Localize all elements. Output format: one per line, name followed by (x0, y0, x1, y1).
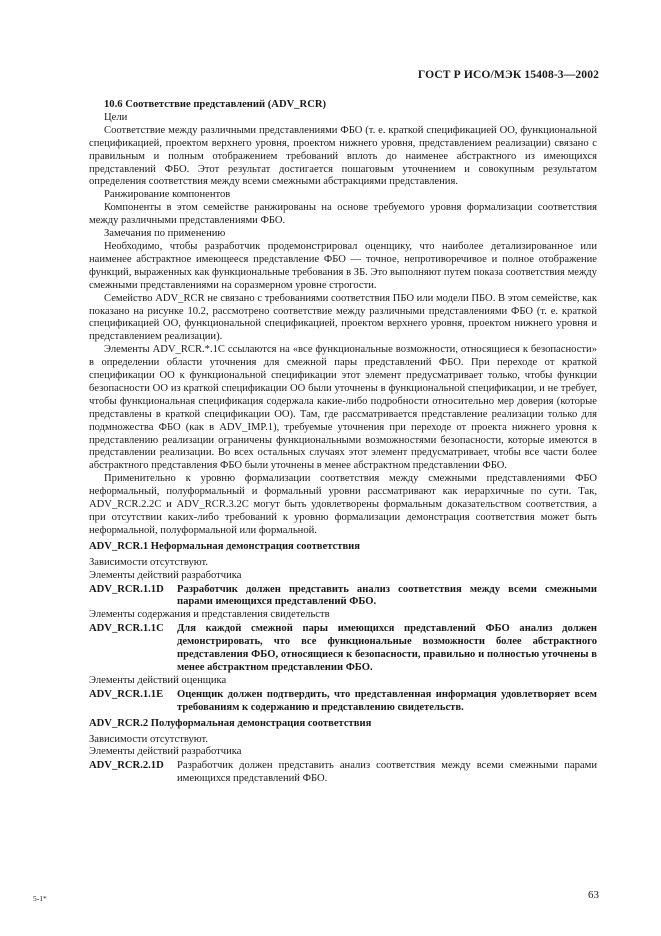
rcr2-dependencies: Зависимости отсутствуют. (89, 733, 209, 745)
element-code: ADV_RCR.1.1D (89, 583, 164, 595)
ranking-heading: Ранжирование компонентов (104, 189, 231, 201)
rcr1-evaluator-heading: Элементы действий оценщика (89, 674, 227, 686)
element-text: Разработчик должен представить анализ соответствия между всеми смежными парами имеющихся представлений ФБО. (177, 583, 597, 608)
rcr2-element-1d (89, 760, 597, 786)
rcr1-element-1e (89, 689, 597, 715)
rcr2-dev-actions-heading: Элементы действий разработчика (89, 746, 242, 758)
goals-heading: Цели (104, 111, 128, 123)
page-number: 63 (588, 889, 599, 901)
notes-paragraph: Элементы ADV_RCR.*.1C ссылаются на «все функциональные возможности, относящиеся к безопасности» в определении области уточнения для смежной пары представлений ФБО. При переходе от краткой спецификации ОО к функциональной спецификации этот элемент предусматривает только, чтобы функции безопасности ОО из краткой спецификации ОО были уточнены в функциональной спецификации, и не требует, чтобы функциональная спецификация содержала какие-либо подробности относительно мер доверия (которые представлены в краткой спецификации ОО). Там, где рассматривается представление реализации только для подмножества ФБО (как в ADV_IMP.1), требуемые уточнения при переходе от проекта нижнего уровня к представлению реализации ограничены функциональными возможностями безопасности, которые имеются в представлении реализации. Во всех остальных случаях этот элемент предусматривает, чтобы все части более абстрактного представления ФБО были уточнены в менее абстрактном представлении ФБО. (89, 344, 597, 472)
rcr1-element-1c (89, 623, 597, 675)
rcr2-title: ADV_RCR.2 Полуформальная демонстрация соответствия (89, 717, 372, 729)
notes-paragraph: Применительно к уровню формализации соответствия между смежными представлениями ФБО неформальный, полуформальный и формальный уровни рассматривают как иерархичные по сути. Так, ADV_RCR.2.2C и ADV_RCR.3.2C могут быть удовлетворены формальным доказательством соответствия, а при отсутствии каких-либо требований к уровню формализации демонстрация соответствия может быть неформальной, полуформальной или формальной. (89, 473, 597, 536)
footer-signature-mark: 5-1* (33, 894, 47, 903)
page-content (89, 99, 597, 786)
element-text: Для каждой смежной пары имеющихся представлений ФБО анализ должен демонстрировать, что все функциональные возможности более абстрактного представления ФБО, относящиеся к безопасности, правильно и полностью уточнены в менее абстрактном представлении ФБО. (177, 623, 597, 673)
element-text: Оценщик должен подтвердить, что представленная информация удовлетворяет всем требованиям к содержанию и представлению свидетельств. (177, 688, 597, 713)
rcr1-dependencies: Зависимости отсутствуют. (89, 556, 209, 568)
notes-heading: Замечания по применению (104, 228, 226, 240)
element-code: ADV_RCR.1.1C (89, 623, 164, 635)
rcr1-dev-actions-heading: Элементы действий разработчика (89, 569, 242, 581)
element-code: ADV_RCR.1.1E (89, 688, 164, 700)
notes-paragraph: Необходимо, чтобы разработчик продемонстрировал оценщику, что наиболее детализированное или наименее абстрактное имеющееся представление ФБО — точное, непротиворечивое и полное отображение функций, выраженных как функциональные требования в ЗБ. Это выполняют путем показа соответствия между смежными представлениями на соразмерном уровне строгости. (89, 240, 597, 291)
element-code: ADV_RCR.2.1D (89, 760, 164, 772)
rcr1-title: ADV_RCR.1 Неформальная демонстрация соответствия (89, 540, 361, 552)
standard-header: ГОСТ Р ИСО/МЭК 15408-3—2002 (417, 68, 599, 81)
rcr1-content-heading: Элементы содержания и представления свидетельств (89, 609, 330, 621)
ranking-text: Компоненты в этом семействе ранжированы на основе требуемого уровня формализации соответствия между различными представлениями ФБО. (89, 202, 597, 227)
section-title: 10.6 Соответствие представлений (ADV_RCR) (104, 99, 327, 110)
notes-paragraph: Семейство ADV_RCR не связано с требованиями соответствия ПБО или модели ПБО. В этом семействе, как показано на рисунке 10.2, рассмотрено соответствие между различными представлениями ФБО (т. е. краткой спецификацией ОО, функциональной спецификацией, проектом верхнего уровня, проектом нижнего уровня и представлением реализации). (89, 292, 597, 343)
rcr1-element-1d (89, 584, 597, 610)
element-text: Разработчик должен представить анализ соответствия между всеми смежными парами имеющихся представлений ФБО. (177, 760, 597, 785)
goals-text: Соответствие между различными представлениями ФБО (т. е. краткой спецификацией ОО, функциональной спецификацией, проектом верхнего уровня, проектом нижнего уровня, представлением реализации) связано с правильным и полным отображением требований вплоть до наименее абстрактного из имеющихся представлений ФБО. Этот результат достигается пошаговым уточнением и совокупным результатом определения соответствия между всеми смежными абстракциями представления. (89, 124, 597, 188)
